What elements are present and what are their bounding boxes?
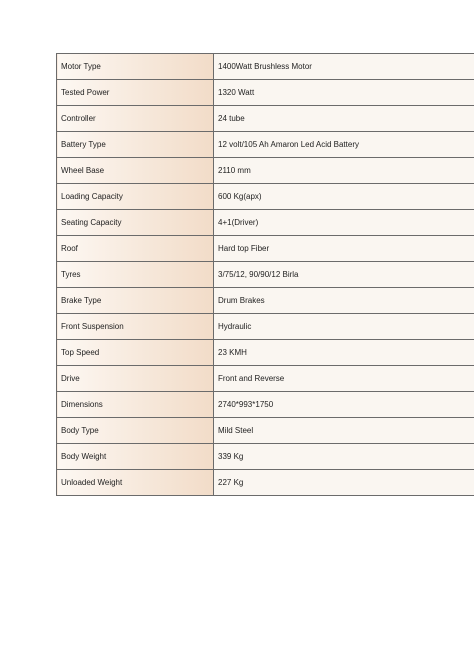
spec-label: Tested Power bbox=[57, 80, 214, 106]
table-row bbox=[57, 262, 474, 288]
spec-value: 1400Watt Brushless Motor bbox=[214, 54, 474, 80]
spec-value: 339 Kg bbox=[214, 444, 474, 470]
spec-label: Wheel Base bbox=[57, 158, 214, 184]
table-row bbox=[57, 80, 474, 106]
spec-label: Body Weight bbox=[57, 444, 214, 470]
spec-label: Tyres bbox=[57, 262, 214, 288]
spec-value: Mild Steel bbox=[214, 418, 474, 444]
table-row bbox=[57, 106, 474, 132]
spec-label: Front Suspension bbox=[57, 314, 214, 340]
spec-label: Battery Type bbox=[57, 132, 214, 158]
spec-value: 12 volt/105 Ah Amaron Led Acid Battery bbox=[214, 132, 474, 158]
spec-value: 4+1(Driver) bbox=[214, 210, 474, 236]
table-row bbox=[57, 288, 474, 314]
spec-label: Brake Type bbox=[57, 288, 214, 314]
spec-value: 227 Kg bbox=[214, 470, 474, 496]
spec-label: Seating Capacity bbox=[57, 210, 214, 236]
spec-value: 2110 mm bbox=[214, 158, 474, 184]
table-row bbox=[57, 470, 474, 496]
table-row bbox=[57, 158, 474, 184]
spec-table-body bbox=[57, 54, 474, 496]
spec-table bbox=[56, 53, 474, 496]
table-row bbox=[57, 444, 474, 470]
spec-label: Top Speed bbox=[57, 340, 214, 366]
spec-label: Motor Type bbox=[57, 54, 214, 80]
spec-label: Controller bbox=[57, 106, 214, 132]
spec-label: Drive bbox=[57, 366, 214, 392]
spec-value: Hydraulic bbox=[214, 314, 474, 340]
table-row bbox=[57, 54, 474, 80]
table-row bbox=[57, 236, 474, 262]
spec-value: Front and Reverse bbox=[214, 366, 474, 392]
spec-value: 3/75/12, 90/90/12 Birla bbox=[214, 262, 474, 288]
spec-label: Body Type bbox=[57, 418, 214, 444]
spec-value: 2740*993*1750 bbox=[214, 392, 474, 418]
spec-label: Loading Capacity bbox=[57, 184, 214, 210]
spec-value: 23 KMH bbox=[214, 340, 474, 366]
spec-value: Drum Brakes bbox=[214, 288, 474, 314]
table-row bbox=[57, 184, 474, 210]
spec-label: Roof bbox=[57, 236, 214, 262]
spec-value: Hard top Fiber bbox=[214, 236, 474, 262]
table-row bbox=[57, 418, 474, 444]
table-row bbox=[57, 392, 474, 418]
spec-label: Unloaded Weight bbox=[57, 470, 214, 496]
table-row bbox=[57, 314, 474, 340]
table-row bbox=[57, 340, 474, 366]
spec-value: 24 tube bbox=[214, 106, 474, 132]
table-row bbox=[57, 132, 474, 158]
table-row bbox=[57, 210, 474, 236]
table-row bbox=[57, 366, 474, 392]
spec-value: 1320 Watt bbox=[214, 80, 474, 106]
spec-label: Dimensions bbox=[57, 392, 214, 418]
spec-value: 600 Kg(apx) bbox=[214, 184, 474, 210]
